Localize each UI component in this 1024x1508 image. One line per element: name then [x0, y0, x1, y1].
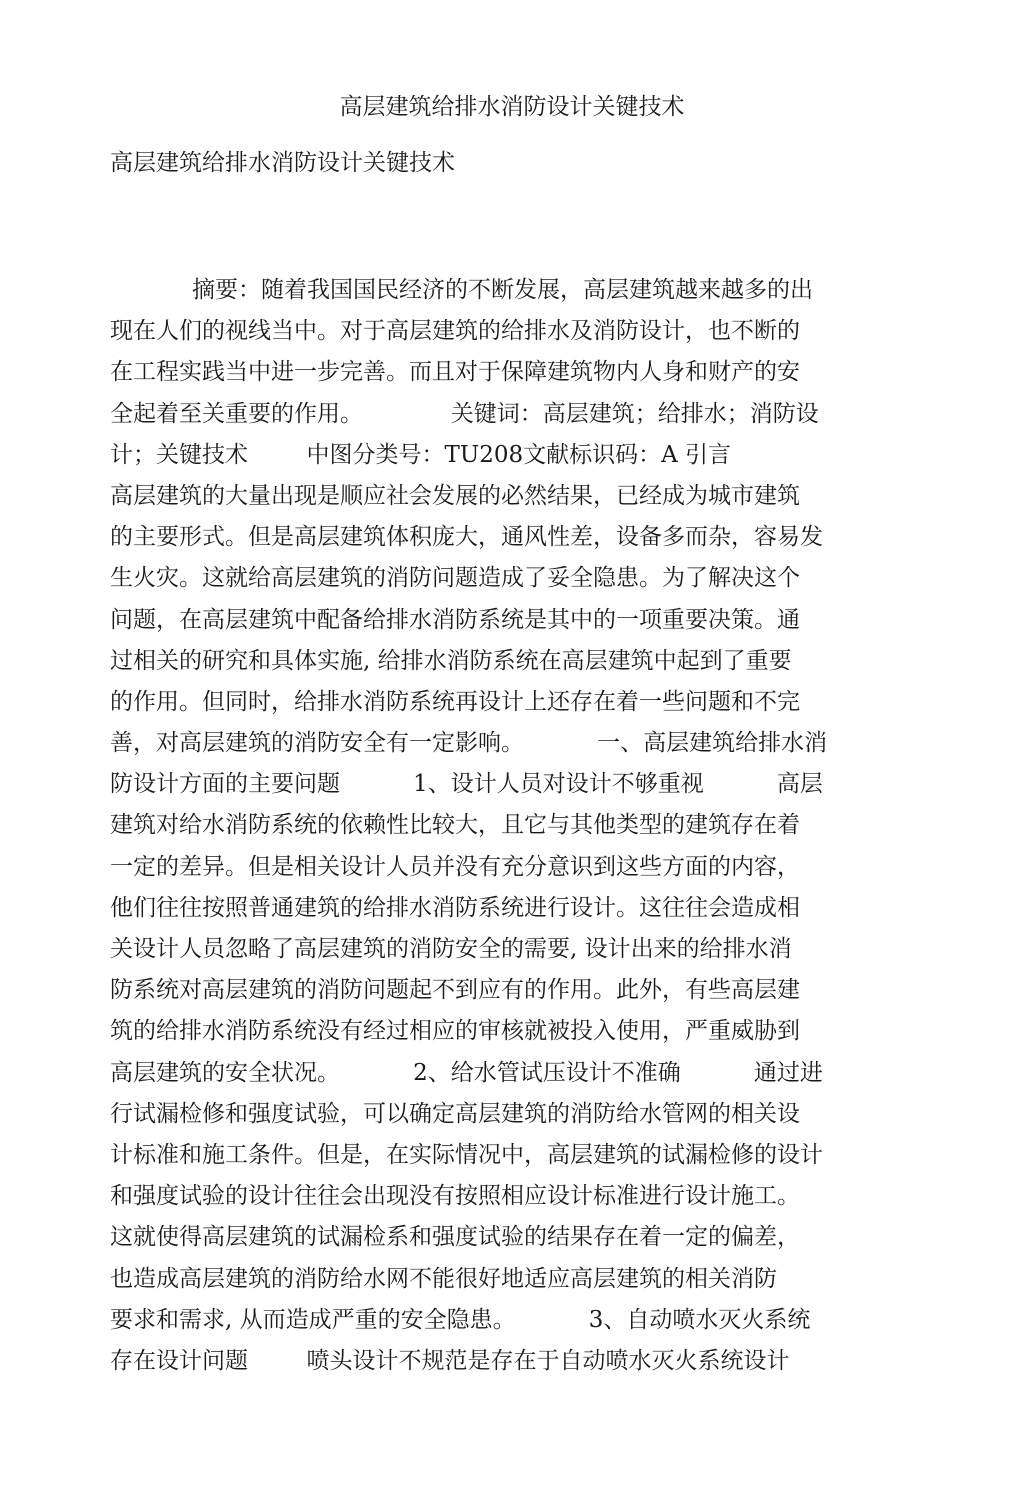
body-line: 一定的差异。但是相关设计人员并没有充分意识到这些方面的内容，: [110, 853, 800, 880]
body-line: 善，对高层建筑的消防安全有一定影响。 一、高层建筑给排水消: [110, 730, 828, 757]
body-line: 的作用。但同时，给排水消防系统再设计上还存在着一些问题和不完: [110, 688, 800, 715]
body-line: 计标准和施工条件。但是，在实际情况中，高层建筑的试漏检修的设计: [110, 1141, 823, 1168]
body-line: 他们往往按照普通建筑的给排水消防系统进行设计。这往往会造成相: [110, 894, 800, 921]
body-line: 防系统对高层建筑的消防问题起不到应有的作用。此外，有些高层建: [110, 977, 800, 1004]
body-line: 筑的给排水消防系统没有经过相应的审核就被投入使用，严重威胁到: [110, 1018, 800, 1045]
body-line: 摘要：随着我国国民经济的不断发展，高层建筑越来越多的出: [192, 277, 813, 303]
body-line: 这就使得高层建筑的试漏检系和强度试验的结果存在着一定的偏差，: [110, 1224, 800, 1251]
body-line: 关设计人员忽略了高层建筑的消防安全的需要, 设计出来的给排水消: [110, 936, 792, 962]
body-line: 高层建筑的安全状况。 2、给水管试压设计不准确 通过进: [110, 1059, 823, 1086]
body-line: 现在人们的视线当中。对于高层建筑的给排水及消防设计，也不断的: [110, 318, 800, 345]
body-line: 也造成高层建筑的消防给水网不能很好地适应高层建筑的相关消防: [110, 1265, 777, 1292]
document-body: [110, 270, 890, 1382]
body-line: 行试漏检修和强度试验，可以确定高层建筑的消防给水管网的相关设: [110, 1100, 800, 1127]
body-line: 的主要形式。但是高层建筑体积庞大，通风性差，设备多而杂，容易发: [110, 524, 823, 551]
body-line: 存在设计问题 喷头设计不规范是存在于自动喷水灭火系统设计: [110, 1347, 790, 1374]
body-line: 防设计方面的主要问题 1、设计人员对设计不够重视 高层: [110, 771, 823, 798]
body-line: 过相关的研究和具体实施, 给排水消防系统在高层建筑中起到了重要: [110, 647, 792, 674]
body-line: 在工程实践当中进一步完善。而且对于保障建筑物内人身和财产的安: [110, 359, 800, 386]
body-line: 建筑对给水消防系统的依赖性比较大，且它与其他类型的建筑存在着: [110, 812, 800, 839]
document-subtitle: 高层建筑给排水消防设计关键技术: [110, 150, 455, 176]
body-line: 高层建筑的大量出现是顺应社会发展的必然结果，已经成为城市建筑: [110, 482, 800, 509]
body-line: 要求和需求, 从而造成严重的安全隐患。 3、自动喷水灭火系统: [110, 1306, 811, 1333]
body-line: 生火灾。这就给高层建筑的消防问题造成了妥全隐患。为了解决这个: [110, 565, 800, 592]
document-title: 高层建筑给排水消防设计关键技术: [339, 94, 685, 120]
body-line: 和强度试验的设计往往会出现没有按照相应设计标准进行设计施工。: [110, 1183, 800, 1210]
body-line: 全起着至关重要的作用。 关键词：高层建筑；给排水；消防设: [110, 400, 819, 427]
body-line: 计；关键技术 中图分类号：TU208文献标识码：A 引言: [110, 441, 732, 468]
body-line: 问题，在高层建筑中配备给排水消防系统是其中的一项重要决策。通: [110, 606, 800, 633]
